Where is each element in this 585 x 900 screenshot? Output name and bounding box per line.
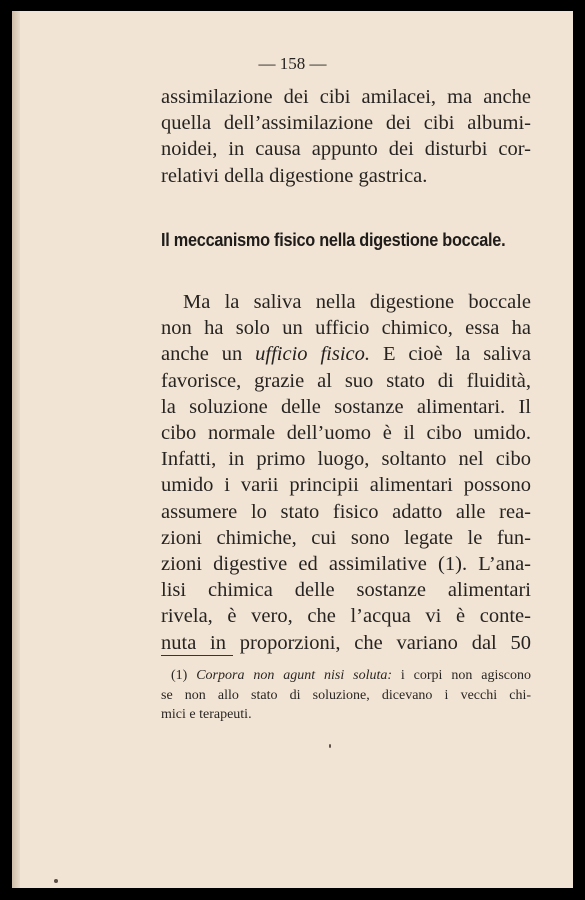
italic-phrase: Corpora non agunt nisi soluta: xyxy=(196,668,393,683)
footnote-marker: (1) xyxy=(171,668,197,683)
text-line: cibo normale dell’uomo è il cibo umido. xyxy=(161,422,531,445)
section-heading: Il meccanismo fisico nella digestione boccale. xyxy=(161,229,506,250)
footnote-line: mici e terapeuti. xyxy=(161,707,252,722)
text-line: rivela, è vero, che l’acqua vi è conte- xyxy=(161,605,531,628)
text-line: la soluzione delle sostanze alimentari. Il xyxy=(161,395,531,418)
italic-phrase: ufficio fisico. xyxy=(255,343,371,366)
text-line: zioni digestive ed assimilative (1). L’ana- xyxy=(161,553,531,576)
text-line: noidei, in causa appunto dei disturbi cor- xyxy=(161,138,531,161)
main-paragraph xyxy=(161,289,531,656)
text-segment: anche un xyxy=(161,343,256,366)
book-page xyxy=(12,11,573,888)
text-line xyxy=(161,341,531,367)
text-line: assumere lo stato fisico adatto alle rea- xyxy=(161,500,531,523)
paper-speck xyxy=(329,744,331,748)
text-line: favorisce, grazie al suo stato di fluidità, xyxy=(161,369,531,392)
text-line: assimilazione dei cibi amilacei, ma anche xyxy=(161,86,531,108)
text-line: Ma la saliva nella digestione boccale xyxy=(183,291,531,313)
footnote-line: se non allo stato di soluzione, dicevano i vecchi chi- xyxy=(161,687,531,703)
page-number: — 158 — xyxy=(258,54,327,73)
top-paragraph xyxy=(161,84,531,189)
paper-speck xyxy=(54,879,58,883)
text-line: relativi della digestione gastrica. xyxy=(161,164,428,187)
text-line: umido i varii principii alimentari possono xyxy=(161,474,531,497)
text-segment: E cioè la saliva xyxy=(370,343,532,366)
text-line: Infatti, in primo luogo, soltanto nel cibo xyxy=(161,448,531,471)
text-line: nuta in proporzioni, che variano dal 50 xyxy=(161,631,531,654)
footnote-divider xyxy=(161,655,233,656)
text-line: zioni chimiche, cui sono legate le fun- xyxy=(161,526,531,549)
text-line: quella dell’assimilazione dei cibi albumi- xyxy=(161,112,531,135)
text-line: non ha solo un ufficio chimico, essa ha xyxy=(161,317,531,340)
text-segment: i corpi non agiscono xyxy=(392,668,531,683)
footnote xyxy=(161,666,531,725)
footnote-line xyxy=(161,666,531,686)
text-line: lisi chimica delle sostanze alimentari xyxy=(161,579,531,602)
page-edge xyxy=(12,11,20,888)
